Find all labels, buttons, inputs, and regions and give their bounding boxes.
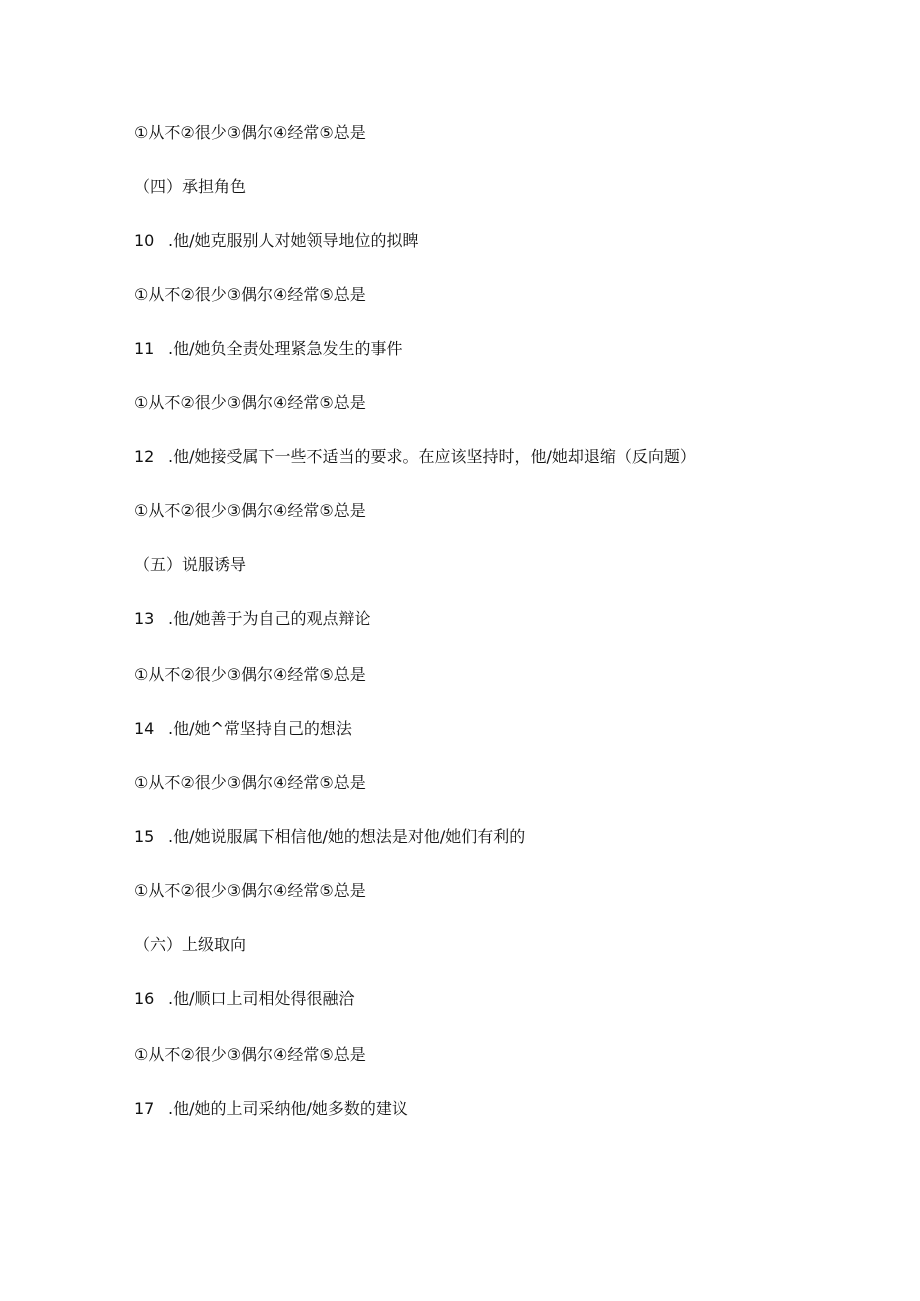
answer-options: ①从不②很少③偶尔④经常⑤总是 — [134, 773, 366, 792]
question-item — [134, 446, 696, 468]
section-heading: （五）说服诱导 — [134, 555, 247, 574]
question-text: .他/她说服属下相信他/她的想法是对他/她们有利的 — [168, 827, 526, 846]
question-item — [134, 718, 352, 740]
question-item — [134, 826, 525, 848]
answer-options: ①从不②很少③偶尔④经常⑤总是 — [134, 881, 366, 900]
section-heading: （四）承担角色 — [134, 177, 247, 196]
answer-options: ①从不②很少③偶尔④经常⑤总是 — [134, 123, 366, 142]
question-number: 15 — [134, 827, 155, 846]
question-item — [134, 1098, 408, 1120]
question-item — [134, 608, 370, 630]
question-text: .他/顺口上司相处得很融洽 — [168, 989, 355, 1008]
section-heading: （六）上级取向 — [134, 935, 247, 954]
question-text: .他/她接受属下一些不适当的要求。在应该坚持时，他/她却退缩（反向题） — [168, 447, 696, 466]
question-item — [134, 988, 354, 1010]
question-text: .他/她负全责处理紧急发生的事件 — [168, 339, 403, 358]
question-number: 13 — [134, 609, 155, 628]
question-number: 11 — [134, 339, 155, 358]
question-number: 10 — [134, 231, 155, 250]
answer-options: ①从不②很少③偶尔④经常⑤总是 — [134, 665, 366, 684]
question-text: .他/她善于为自己的观点辩论 — [168, 609, 371, 628]
answer-options: ①从不②很少③偶尔④经常⑤总是 — [134, 1045, 366, 1064]
question-number: 12 — [134, 447, 155, 466]
question-text: .他/她^常坚持自己的想法 — [168, 719, 352, 738]
question-number: 14 — [134, 719, 155, 738]
question-text: .他/她的上司采纳他/她多数的建议 — [168, 1099, 408, 1118]
question-number: 16 — [134, 989, 155, 1008]
question-item — [134, 338, 402, 360]
question-number: 17 — [134, 1099, 155, 1118]
answer-options: ①从不②很少③偶尔④经常⑤总是 — [134, 285, 366, 304]
question-text: .他/她克服别人对她领导地位的拟睥 — [168, 231, 419, 250]
answer-options: ①从不②很少③偶尔④经常⑤总是 — [134, 501, 366, 520]
answer-options: ①从不②很少③偶尔④经常⑤总是 — [134, 393, 366, 412]
question-item — [134, 230, 418, 252]
